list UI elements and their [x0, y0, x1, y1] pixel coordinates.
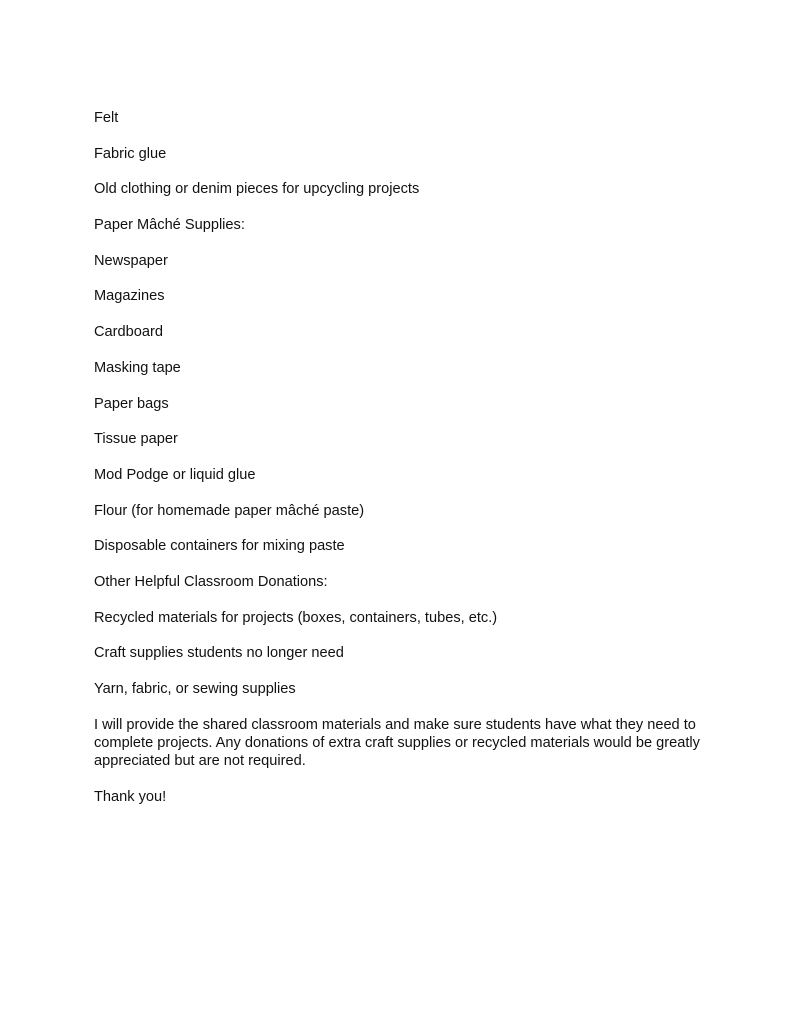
supply-item-tissue-paper: Tissue paper	[94, 431, 178, 448]
section-heading-paper-mache: Paper Mâché Supplies:	[94, 217, 245, 234]
supply-item-cardboard: Cardboard	[94, 324, 163, 341]
supply-item-craft-supplies: Craft supplies students no longer need	[94, 645, 344, 662]
supply-item-disposable-containers: Disposable containers for mixing paste	[94, 538, 345, 555]
document-body	[94, 110, 714, 806]
closing-paragraph: I will provide the shared classroom materials and make sure students have what they need to complete projects. Any donations of extra craft supplies or recycled materials would be greatly appreciated but are not required.	[94, 717, 700, 769]
supply-item-mod-podge: Mod Podge or liquid glue	[94, 466, 256, 483]
supply-item-yarn-fabric: Yarn, fabric, or sewing supplies	[94, 681, 296, 697]
section-heading-other-donations: Other Helpful Classroom Donations:	[94, 573, 328, 590]
supply-item-old-clothing: Old clothing or denim pieces for upcycling projects	[94, 181, 420, 198]
supply-item-recycled-materials: Recycled materials for projects (boxes, containers, tubes, etc.)	[94, 609, 498, 626]
supply-item-magazines: Magazines	[94, 288, 165, 305]
sign-off: Thank you!	[94, 789, 167, 805]
supply-item-felt: Felt	[94, 110, 119, 126]
supply-item-newspaper: Newspaper	[94, 252, 168, 269]
supply-item-paper-bags: Paper bags	[94, 395, 169, 412]
supply-item-flour: Flour (for homemade paper mâché paste)	[94, 502, 365, 519]
supply-item-fabric-glue: Fabric glue	[94, 145, 167, 162]
supply-item-masking-tape: Masking tape	[94, 359, 181, 376]
